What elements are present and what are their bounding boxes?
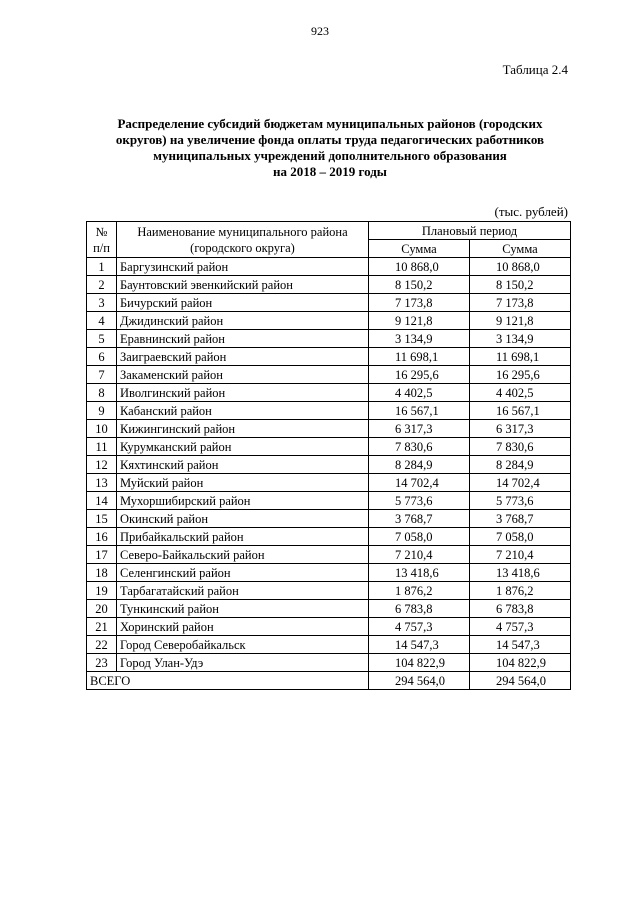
table-row (87, 312, 571, 330)
district-name: Бичурский район (117, 294, 369, 312)
header-row (87, 222, 571, 240)
row-number: 9 (87, 402, 117, 420)
table-row (87, 258, 571, 276)
row-number: 10 (87, 420, 117, 438)
table-row (87, 456, 571, 474)
sum-2018: 6 783,8 (369, 600, 470, 618)
header-period: Плановый период (369, 222, 571, 240)
table-row (87, 402, 571, 420)
district-name: Хоринский район (117, 618, 369, 636)
row-number: 21 (87, 618, 117, 636)
sum-2019: 10 868,0 (470, 258, 571, 276)
table-row (87, 510, 571, 528)
row-number: 6 (87, 348, 117, 366)
table-row (87, 636, 571, 654)
sum-2019: 4 402,5 (470, 384, 571, 402)
header-name (117, 222, 369, 258)
table-row (87, 348, 571, 366)
row-number: 11 (87, 438, 117, 456)
sum-2018: 14 547,3 (369, 636, 470, 654)
row-number: 2 (87, 276, 117, 294)
sum-2019: 3 768,7 (470, 510, 571, 528)
sum-2018: 9 121,8 (369, 312, 470, 330)
row-number: 23 (87, 654, 117, 672)
sum-2019: 7 173,8 (470, 294, 571, 312)
sum-2019: 6 783,8 (470, 600, 571, 618)
table-row (87, 384, 571, 402)
table-row (87, 600, 571, 618)
table-row (87, 582, 571, 600)
header-name-line2: (городского округа) (190, 240, 295, 255)
sum-2019: 9 121,8 (470, 312, 571, 330)
sum-2019: 14 702,4 (470, 474, 571, 492)
row-number: 18 (87, 564, 117, 582)
sum-2018: 10 868,0 (369, 258, 470, 276)
sum-2018: 6 317,3 (369, 420, 470, 438)
table-label: Таблица 2.4 (502, 62, 568, 77)
sum-2018: 5 773,6 (369, 492, 470, 510)
table-row (87, 492, 571, 510)
table-row (87, 654, 571, 672)
row-number: 15 (87, 510, 117, 528)
title-line: Распределение субсидий бюджетам муниципальных районов (городских (117, 116, 543, 131)
sum-2018: 13 418,6 (369, 564, 470, 582)
table-row (87, 420, 571, 438)
district-name: Селенгинский район (117, 564, 369, 582)
sum-2018: 4 402,5 (369, 384, 470, 402)
sum-2019: 8 150,2 (470, 276, 571, 294)
sum-2018: 11 698,1 (369, 348, 470, 366)
district-name: Заиграевский район (117, 348, 369, 366)
district-name: Город Северобайкальск (117, 636, 369, 654)
row-number: 17 (87, 546, 117, 564)
sum-2019: 7 058,0 (470, 528, 571, 546)
sum-2019: 104 822,9 (470, 654, 571, 672)
district-name: Мухоршибирский район (117, 492, 369, 510)
sum-2018: 8 150,2 (369, 276, 470, 294)
sum-2018: 7 210,4 (369, 546, 470, 564)
district-name: Баунтовский эвенкийский район (117, 276, 369, 294)
title-line: на 2018 – 2019 годы (273, 164, 387, 179)
sum-2019: 3 134,9 (470, 330, 571, 348)
table-row (87, 564, 571, 582)
district-name: Прибайкальский район (117, 528, 369, 546)
sum-2018: 1 876,2 (369, 582, 470, 600)
header-sum-2: Сумма (470, 240, 571, 258)
sum-2018: 16 567,1 (369, 402, 470, 420)
sum-2018: 8 284,9 (369, 456, 470, 474)
sum-2018: 104 822,9 (369, 654, 470, 672)
district-name: Баргузинский район (117, 258, 369, 276)
sum-2019: 8 284,9 (470, 456, 571, 474)
sum-2019: 4 757,3 (470, 618, 571, 636)
sum-2019: 7 830,6 (470, 438, 571, 456)
sum-2019: 13 418,6 (470, 564, 571, 582)
row-number: 20 (87, 600, 117, 618)
sum-2018: 7 058,0 (369, 528, 470, 546)
sum-2018: 7 173,8 (369, 294, 470, 312)
sum-2019: 7 210,4 (470, 546, 571, 564)
table-row (87, 474, 571, 492)
sum-2018: 3 134,9 (369, 330, 470, 348)
table-row (87, 276, 571, 294)
sum-2019: 16 567,1 (470, 402, 571, 420)
table-row (87, 294, 571, 312)
district-name: Тарбагатайский район (117, 582, 369, 600)
sum-2019: 1 876,2 (470, 582, 571, 600)
district-name: Курумканский район (117, 438, 369, 456)
title-line: муниципальных учреждений дополнительного образования (153, 148, 507, 163)
table-row (87, 438, 571, 456)
row-number: 22 (87, 636, 117, 654)
header-number-line1: № (95, 224, 108, 239)
row-number: 4 (87, 312, 117, 330)
district-name: Закаменский район (117, 366, 369, 384)
title-line: округов) на увеличение фонда оплаты труда педагогических работников (115, 132, 545, 147)
row-number: 16 (87, 528, 117, 546)
header-sum-1: Сумма (369, 240, 470, 258)
page-number: 923 (311, 24, 329, 38)
district-name: Северо-Байкальский район (117, 546, 369, 564)
district-name: Кяхтинский район (117, 456, 369, 474)
sum-2019: 16 295,6 (470, 366, 571, 384)
row-number: 19 (87, 582, 117, 600)
sum-2019: 14 547,3 (470, 636, 571, 654)
units-label: (тыс. рублей) (494, 204, 568, 219)
sum-2019: 11 698,1 (470, 348, 571, 366)
table-row (87, 546, 571, 564)
row-number: 12 (87, 456, 117, 474)
row-number: 5 (87, 330, 117, 348)
row-number: 7 (87, 366, 117, 384)
district-name: Еравнинский район (117, 330, 369, 348)
header-number-line2: п/п (93, 240, 110, 255)
district-name: Джидинский район (117, 312, 369, 330)
table-row (87, 330, 571, 348)
sum-2019: 5 773,6 (470, 492, 571, 510)
row-number: 8 (87, 384, 117, 402)
sum-2018: 16 295,6 (369, 366, 470, 384)
sum-2018: 7 830,6 (369, 438, 470, 456)
total-2019: 294 564,0 (470, 672, 571, 690)
district-name: Тункинский район (117, 600, 369, 618)
total-label: ВСЕГО (87, 672, 369, 690)
sum-2018: 3 768,7 (369, 510, 470, 528)
table-row (87, 618, 571, 636)
district-name: Город Улан-Удэ (117, 654, 369, 672)
header-name-line1: Наименование муниципального района (137, 224, 348, 239)
sum-2018: 4 757,3 (369, 618, 470, 636)
document-title (90, 116, 570, 180)
total-row (87, 672, 571, 690)
row-number: 1 (87, 258, 117, 276)
subsidy-table (86, 221, 571, 690)
sum-2019: 6 317,3 (470, 420, 571, 438)
table-row (87, 366, 571, 384)
district-name: Кабанский район (117, 402, 369, 420)
total-2018: 294 564,0 (369, 672, 470, 690)
district-name: Иволгинский район (117, 384, 369, 402)
table-body (87, 258, 571, 690)
district-name: Окинский район (117, 510, 369, 528)
row-number: 14 (87, 492, 117, 510)
sum-2018: 14 702,4 (369, 474, 470, 492)
district-name: Муйский район (117, 474, 369, 492)
table-row (87, 528, 571, 546)
district-name: Кижингинский район (117, 420, 369, 438)
row-number: 3 (87, 294, 117, 312)
row-number: 13 (87, 474, 117, 492)
header-number (87, 222, 117, 258)
